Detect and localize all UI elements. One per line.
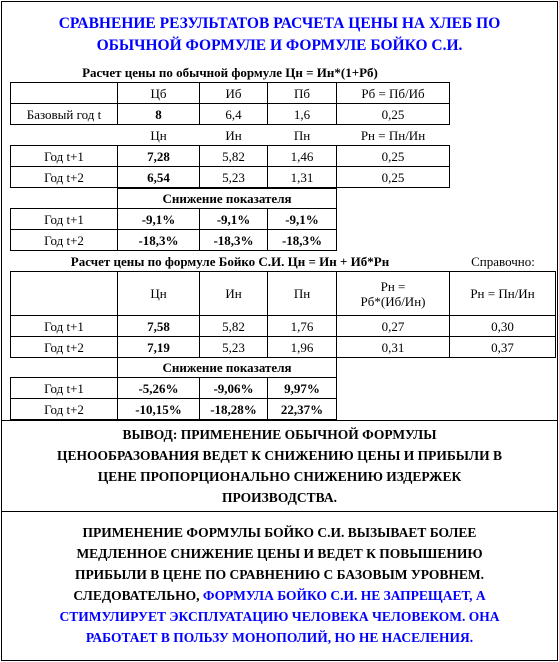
s1-row1-label: Год t+1	[10, 145, 118, 167]
conclusion2-line2: МЕДЛЕННОЕ СНИЖЕНИЕ ЦЕНЫ И ВЕДЕТ К ПОВЫШЕНИЮ	[76, 546, 483, 561]
conclusion1-line4: ПРОИЗВОДСТВА.	[222, 490, 337, 505]
s2-header-rn-line1: Рн =	[380, 278, 406, 294]
s1-decline-row1-in: -9,1%	[199, 208, 268, 230]
s1-row1-pn: 1,46	[267, 145, 337, 167]
s2-header-in: Ин	[199, 271, 268, 316]
s2-row2-rn: 0,31	[336, 336, 450, 358]
page-title	[1, 12, 558, 58]
s2-decline-row1-in: -9,06%	[199, 377, 268, 399]
s1-header-rn: Рн = Пн/Ин	[360, 127, 426, 143]
s2-decline-heading: Снижение показателя	[117, 357, 337, 378]
s2-decline-row1-cn: -5,26%	[117, 377, 200, 399]
reference-label: Справочно:	[471, 253, 535, 269]
s1-header-pn: Пн	[293, 127, 311, 143]
s1-decline-row2-cn: -18,3%	[117, 229, 200, 251]
conclusion1-line2: ЦЕНООБРАЗОВАНИЯ ВЕДЕТ К СНИЖЕНИЮ ЦЕНЫ И ПРИБЫЛИ В	[57, 448, 502, 463]
base-row-pb: 1,6	[267, 103, 337, 125]
s1-decline-heading: Снижение показателя	[117, 188, 337, 209]
s2-header-pn: Пн	[267, 271, 337, 316]
section2-heading: Расчет цены по формуле Бойко С.И. Цн = Ин + Иб*Рн	[70, 253, 390, 269]
base-header-pb: Пб	[267, 82, 337, 104]
s1-header-cn: Цн	[150, 127, 167, 143]
s1-row1-rn: 0,25	[336, 145, 450, 167]
s2-row1-label: Год t+1	[10, 315, 118, 337]
s2-row2-label: Год t+2	[10, 336, 118, 358]
s2-row2-ref: 0,37	[449, 336, 556, 358]
s1-decline-row2-in: -18,3%	[199, 229, 268, 251]
base-row-ib: 6,4	[199, 103, 268, 125]
conclusion2-line6: РАБОТАЕТ В ПОЛЬЗУ МОНОПОЛИЙ, НО НЕ НАСЕЛЕНИЯ.	[85, 630, 474, 645]
s1-row2-rn: 0,25	[336, 166, 450, 188]
conclusion2-line1: ПРИМЕНЕНИЕ ФОРМУЛЫ БОЙКО С.И. ВЫЗЫВАЕТ БОЛЕЕ	[82, 525, 477, 540]
s1-row1-in: 5,82	[199, 145, 268, 167]
s2-row1-pn: 1,76	[267, 315, 337, 337]
s2-row1-cn: 7,58	[117, 315, 200, 337]
s2-decline-row2-pn: 22,37%	[267, 398, 337, 420]
s2-row1-ref: 0,30	[449, 315, 556, 337]
base-row-rb: 0,25	[336, 103, 450, 125]
s1-decline-row1-cn: -9,1%	[117, 208, 200, 230]
conclusion1-line1: ВЫВОД: ПРИМЕНЕНИЕ ОБЫЧНОЙ ФОРМУЛЫ	[122, 427, 437, 442]
s1-decline-row2-pn: -18,3%	[267, 229, 337, 251]
s1-row2-pn: 1,31	[267, 166, 337, 188]
s2-decline-row2-in: -18,28%	[199, 398, 268, 420]
s2-header-rn	[336, 271, 450, 316]
s2-row2-cn: 7,19	[117, 336, 200, 358]
base-header-label	[10, 82, 118, 104]
s1-header-in: Ин	[225, 127, 242, 143]
s1-row1-cn: 7,28	[117, 145, 200, 167]
s2-header-cn: Цн	[117, 271, 200, 316]
s2-row1-rn: 0,27	[336, 315, 450, 337]
base-row-label: Базовый год t	[10, 103, 118, 125]
conclusion2	[6, 515, 553, 655]
s2-header-rn-line2: Рб*(Иб/Ин)	[360, 293, 426, 309]
s2-decline-row1-pn: 9,97%	[267, 377, 337, 399]
base-header-cb: Цб	[117, 82, 200, 104]
title-line-2: ОБЫЧНОЙ ФОРМУЛЕ И ФОРМУЛЕ БОЙКО С.И.	[96, 37, 463, 54]
s2-header-ref: Рн = Пн/Ин	[449, 271, 556, 316]
s2-row2-in: 5,23	[199, 336, 268, 358]
s1-row2-label: Год t+2	[10, 166, 118, 188]
title-line-1: СРАВНЕНИЕ РЕЗУЛЬТАТОВ РАСЧЕТА ЦЕНЫ НА ХЛЕБ ПО	[58, 15, 501, 32]
s2-decline-row1-label: Год t+1	[10, 377, 118, 399]
conclusion2-line4	[73, 585, 485, 606]
s2-row1-in: 5,82	[199, 315, 268, 337]
conclusion2-line3: ПРИБЫЛИ В ЦЕНЕ ПО СРАВНЕНИЮ С БАЗОВЫМ УРОВНЕМ.	[74, 567, 485, 582]
s2-decline-row2-label: Год t+2	[10, 398, 118, 420]
base-row-cb: 8	[117, 103, 200, 125]
s2-decline-row2-cn: -10,15%	[117, 398, 200, 420]
s1-row2-in: 5,23	[199, 166, 268, 188]
s1-row2-cn: 6,54	[117, 166, 200, 188]
s1-decline-row2-label: Год t+2	[10, 229, 118, 251]
base-header-ib: Иб	[199, 82, 268, 104]
conclusion1-line3: ЦЕНЕ ПРОПОРЦИОНАЛЬНО СНИЖЕНИЮ ИЗДЕРЖЕК	[97, 469, 462, 484]
s1-decline-row1-label: Год t+1	[10, 208, 118, 230]
conclusion2-line4-black: СЛЕДОВАТЕЛЬНО,	[73, 588, 200, 603]
s1-decline-row1-pn: -9,1%	[267, 208, 337, 230]
conclusion1	[6, 424, 553, 508]
s2-row2-pn: 1,96	[267, 336, 337, 358]
s2-header-label	[10, 271, 118, 316]
conclusion2-line5: СТИМУЛИРУЕТ ЭКСПЛУАТАЦИЮ ЧЕЛОВЕКА ЧЕЛОВЕКОМ. ОНА	[59, 609, 500, 624]
base-header-rb: Рб = Пб/Иб	[336, 82, 450, 104]
conclusion2-line4-blue: ФОРМУЛА БОЙКО С.И. НЕ ЗАПРЕЩАЕТ, А	[202, 588, 486, 603]
section1-heading: Расчет цены по обычной формуле Цн = Ин*(1+Рб)	[82, 64, 378, 80]
